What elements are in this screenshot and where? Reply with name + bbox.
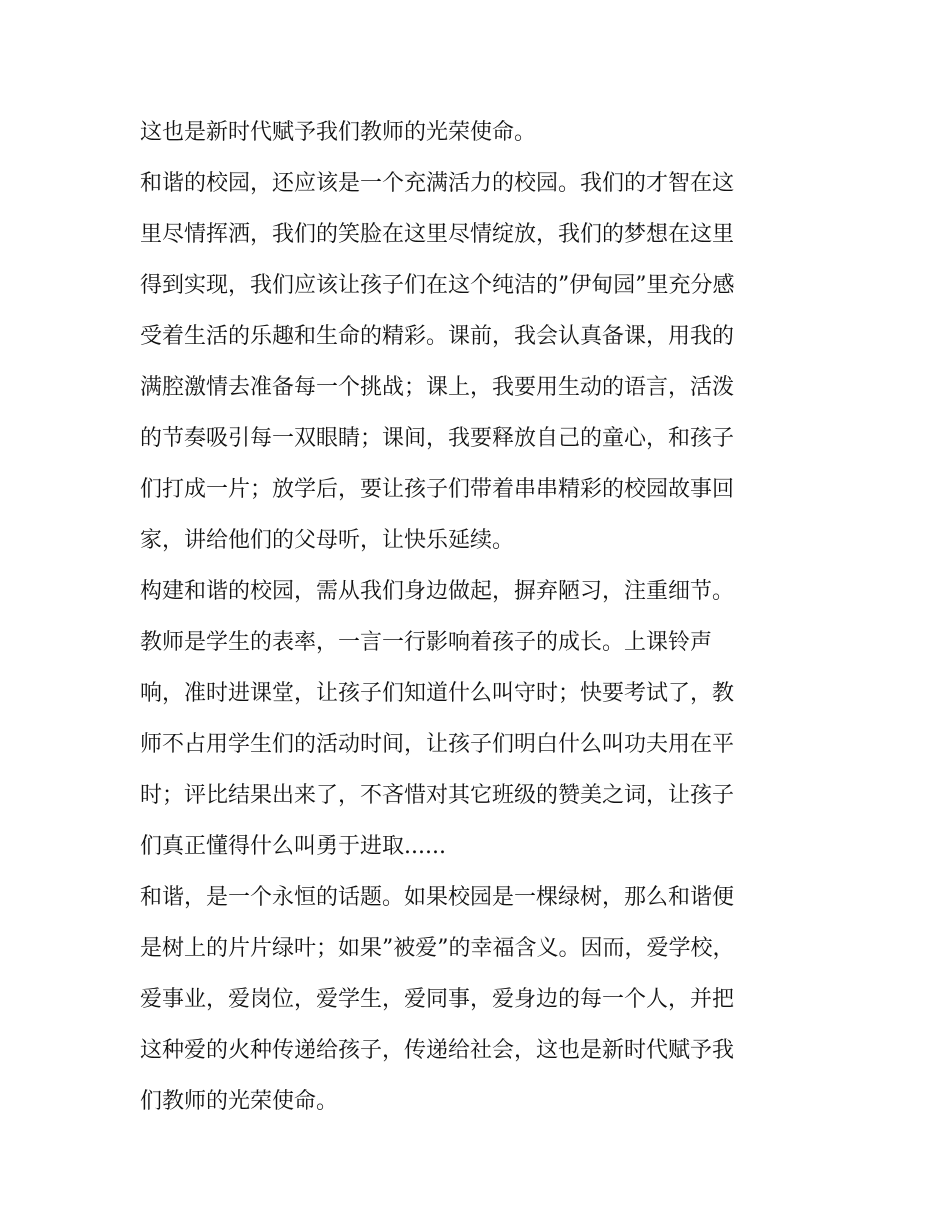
text-line: 响，准时进课堂，让孩子们知道什么叫守时；快要考试了，教 [140, 681, 735, 706]
text-line: 这种爱的火种传递给孩子，传递给社会，这也是新时代赋予我 [140, 1038, 735, 1063]
text-line: 家，讲给他们的父母听，让快乐延续。 [140, 528, 515, 553]
document-body [140, 107, 812, 1127]
text-line: 时；评比结果出来了，不吝惜对其它班级的赞美之词，让孩子 [140, 783, 735, 808]
text-line: 受着生活的乐趣和生命的精彩。课前，我会认真备课，用我的 [140, 324, 735, 349]
text-line: 师不占用学生们的活动时间，让孩子们明白什么叫功夫用在平 [140, 732, 735, 757]
text-line: 满腔激情去准备每一个挑战；课上，我要用生动的语言，活泼 [140, 375, 735, 400]
text-line: 教师是学生的表率，一言一行影响着孩子的成长。上课铃声 [140, 630, 713, 655]
text-line: 的节奏吸引每一双眼睛；课间，我要释放自己的童心，和孩子 [140, 426, 735, 451]
text-line: 和谐的校园，还应该是一个充满活力的校园。我们的才智在这 [140, 171, 735, 196]
text-line: 得到实现，我们应该让孩子们在这个纯洁的”伊甸园”里充分感 [140, 273, 735, 298]
text-line: 爱事业，爱岗位，爱学生，爱同事，爱身边的每一个人，并把 [140, 987, 735, 1012]
text-line: 们打成一片；放学后，要让孩子们带着串串精彩的校园故事回 [140, 477, 735, 502]
text-line: 们真正懂得什么叫勇于进取...... [140, 834, 446, 859]
text-line: 和谐，是一个永恒的话题。如果校园是一棵绿树，那么和谐便 [140, 885, 735, 910]
text-line: 里尽情挥洒，我们的笑脸在这里尽情绽放，我们的梦想在这里 [140, 222, 735, 247]
text-line: 是树上的片片绿叶；如果”被爱”的幸福含义。因而，爱学校， [140, 936, 735, 961]
text-line: 这也是新时代赋予我们教师的光荣使命。 [140, 120, 537, 145]
text-line: 们教师的光荣使命。 [140, 1089, 339, 1114]
text-line: 构建和谐的校园，需从我们身边做起，摒弃陋习，注重细节。 [140, 579, 735, 604]
